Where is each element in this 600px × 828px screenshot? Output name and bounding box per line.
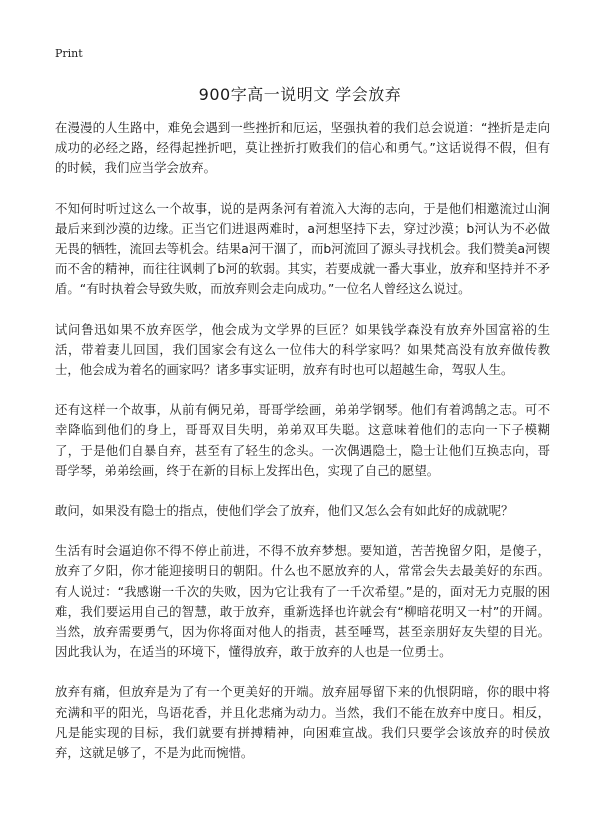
paragraph-7: 放弃有痛，但放弃是为了有一个更美好的开端。放弃屈辱留下来的仇恨阴暗，你的眼中将充满和平的阳光，鸟语花香，并且化悲痛为动力。当然，我们不能在放弃中度日。相反，凡是能实现的目标，我们就要有拼搏精神，向困难宣战。我们只要学会该放弃的时侯放弃，这就足够了，不是为此而惋惜。 — [55, 684, 550, 761]
page-title: 900字高一说明文 学会放弃 — [198, 85, 402, 104]
print-link[interactable]: Print — [55, 47, 83, 60]
paragraph-1: 在漫漫的人生路中，难免会遇到一些挫折和厄运，坚强执着的我们总会说道：“挫折是走向成功的必经之路，经得起挫折吧，莫让挫折打败我们的信心和勇气。”这话说得不假，但有的时候，我们应当学会放弃。 — [55, 120, 550, 176]
paragraph-5: 敢问，如果没有隐士的指点，使他们学会了放弃，他们又怎么会有如此好的成就呢？ — [55, 503, 514, 519]
paragraph-6: 生活有时会逼迫你不得不停止前进，不得不放弃梦想。要知道，苦苦挽留夕阳，是傻子，放弃了夕阳，你才能迎接明日的朝阳。什么也不愿放弃的人，常常会失去最美好的东西。有人说过：“我感谢一千次的失败，因为它让我有了一千次希望。”是的，面对无力克服的困难，我们要运用自己的智慧，敢于放弃，重新选择也许就会有“柳暗花明又一村”的开阔。当然，放弃需要勇气，因为你将面对他人的指责，甚至唾骂，甚至亲朋好友失望的目光。因此我认为，在适当的环境下，懂得放弃，敢于放弃的人也是一位勇士。 — [55, 543, 550, 660]
paragraph-2: 不知何时听过这么一个故事，说的是两条河有着流入大海的志向，于是他们相邀流过山涧最后来到沙漠的边缘。正当它们进退两难时，a河想坚持下去，穿过沙漠；b河认为不必做无畏的牺牲，流回去等机会。结果a河干涸了，而b河流回了源头寻找机会。我们赞美a河锲而不舍的精神，而往往讽刺了b河的软弱。其实，若要成就一番大事业，放弃和坚持并不矛盾。“有时执着会导致失败，而放弃则会走向成功。”一位名人曾经这么说过。 — [55, 200, 550, 297]
paragraph-4: 还有这样一个故事，从前有俩兄弟，哥哥学绘画，弟弟学钢琴。他们有着鸿鹄之志。可不幸降临到他们的身上，哥哥双目失明，弟弟双耳失聪。这意味着他们的志向一下子模糊了，于是他们自暴自弃，甚至有了轻生的念头。一次偶遇隐士，隐士让他们互换志向，哥哥学琴，弟弟绘画，终于在新的目标上发挥出色，实现了自己的愿望。 — [55, 402, 550, 478]
article-body — [55, 118, 550, 783]
paragraph-3: 试问鲁迅如果不放弃医学，他会成为文学界的巨匠？如果钱学森没有放弃外国富裕的生活，带着妻儿回国，我们国家会有这么一位伟大的科学家吗？如果梵高没有放弃做传教士，他会成为着名的画家吗？诸多事实证明，放弃有时也可以超越生命，驾驭人生。 — [55, 321, 550, 378]
